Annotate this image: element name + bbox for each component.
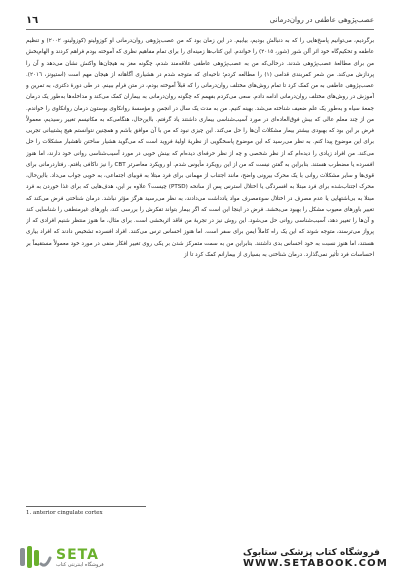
logo-mark-icon	[18, 544, 52, 572]
logo-subtitle: فروشگاه اینترنتی کتاب	[56, 562, 104, 568]
header-rule	[26, 29, 374, 30]
store-name: فروشگاه کتاب پزشکی ستابوک	[242, 547, 380, 558]
seta-logo	[18, 544, 104, 572]
running-title: عصب‌پژوهی عاطفی در روان‌درمانی	[269, 16, 374, 24]
footer-banner	[0, 540, 400, 576]
store-info	[243, 548, 388, 569]
body-paragraph: برگردیم، می‌توانیم پاسخ‌هایی را که به دنبالش بودیم، بیابیم. در این زمان بود که من عصب‌پژوهی روان‌درمانی او کوزولینو (کوزولینو، ٢٠٠٢) و تنظیم عاطفه و تحکیم‌گاه خود اثر آلن شور (شور، ٢٠١٥) را خواندم. این کتاب‌ها زمینه‌ای را برای تمام مفاهیم نظری که آموخته بودم فراهم کردند و الهام‌بخش من برای مطالعهٔ عصب‌پژوهی شدند. درحالی‌که من به عصب‌پژوهی عاطفی علاقه‌مند شدم، چگونه مغز به هیجان‌ها واکنش نشان می‌دهد و آن را پردازش می‌کند. من شعر کمربندی قدامی (١) را مطالعه کردم؛ ناحیه‌ای که متوجه شدم در هشیاری آگاهانه از هیجان مهم است (استیونز، ٢٠١٦). عصب‌پژوهی عاطفی به من کمک کرد تا تمام روش‌های مختلف روان‌درمانی را که قبلاً آموخته بودم، در متن فرام ببینم. در طی دورهٔ دکتری، به تمرین و آموزش در روش‌های مختلف روان‌درمانی ادامه دادم. سعی می‌کردم بفهمم که چگونه روان‌درمانی به بیماران کمک می‌کند و مداخله‌ها به‌طور یک درمان جمعهٔ سیاه و به‌طور یک علم ضعیف شناخته می‌شد. بهینه کنیم. من به مدت یک سال در انجمن و مؤسسهٔ روانکاوی بوستون درمان روانکاوی را خواندم. من از چند معلم عالی که بیش فوق‌العاده‌ای در مورد آسیب‌شناسی بیماری داشتند یاد گرفتم. بااین‌حال، هنگامی‌که به مکانیسم تغییر رسیدیم، معمولاً فرض بر این بود که بهبودی بیشتر بیمار مشکلات آن‌ها را حل می‌کند. این چیزی نبود که من با آن موافق باشم و همچنین نتوانستم هیچ پشتیبانی تجربی برای این موضوع پیدا کنم. به نظر می‌رسید که این موضوع پاسخگویی از نظریهٔ اولیهٔ فروید است که می‌گوید هشیار ساختن ناهشیار مشکلات را حل می‌کند. من افراد زیادی را دیده‌ام که از نظر شخصی و چه از نظر حرفه‌ای دیده‌ام که بینش خوبی در مورد آسیب‌شناسی روانی خود دارند، اما هنوز افسرده یا مضطرب هستند. بنابراین به گفتن نیست که من از این رویکرد مأیوس شدم. او رویکرد معاصرتر CBT را نیز ناکافی یافتم. رفتاردرمانی برای قوی‌ها و سایر مشکلات روانی با یک محرک بیرونی واضح، مانند اجتناب از مهمانی برای فرد مبتلا به فوبیای اجتماعی، به خوبی جواب می‌داد. بااین‌حال، محرک اجتناب‌شده برای فرد مبتلا به افسردگی یا اختلال استرس پس از سانحه (PTSD) چیست؟ علاوه بر این، هدف‌هایی که برای غذا خوردن به فرد مبتلا به بی‌اشتهایی یا عدم مصرف در اختلال سوءمصرف مواد یادداشت می‌دادند، به نظر می‌رسید هرگز مؤثر نباشد. درمان شناختی فرض می‌کند که تغییر باورهای معیوب مشکل را بهبود می‌بخشد. فرض در اینجا این است که اگر بیمار بتواند تفکرش را بررسی کند، باورهای غیرمنطقی را شناسایی کند و آن‌ها را تغییر دهد، آسیب‌شناسی روانی حل می‌شود. این روش نیز در تجربهٔ من فاقد اثربخشی است. برای مثال، ما هنوز منتظر شنیم افرادی که از پرواز می‌ترسند، متوجه شوند که این یک راه کاملاً ایمن برای سفر است. اما هنوز احساس ترس می‌کنند. افراد افسرده تشخیص دادند که افراد بیاری هستند، اما هنوز نسبت به خود احساس بدی داشتند. بنابراین من به سمت متمرکز شدن بر یکی روی تغییر افکار منفی در مورد خود معمولاً مستقیماً بر احساسات فرد تأثیر نمی‌گذارد. درمان شناختی به بسیاری از بیمارانم کمک کرد تا از	[26, 38, 374, 258]
page-number: ١٦	[26, 14, 39, 26]
logo-word: SETA	[56, 547, 99, 563]
footnote-rule	[26, 506, 146, 507]
store-url-link[interactable]: WWW.SETABOOK.COM	[242, 557, 388, 569]
footnote: 1. anterior cingulate cortex	[26, 510, 103, 516]
page-header	[26, 12, 374, 28]
body-text	[26, 36, 374, 496]
